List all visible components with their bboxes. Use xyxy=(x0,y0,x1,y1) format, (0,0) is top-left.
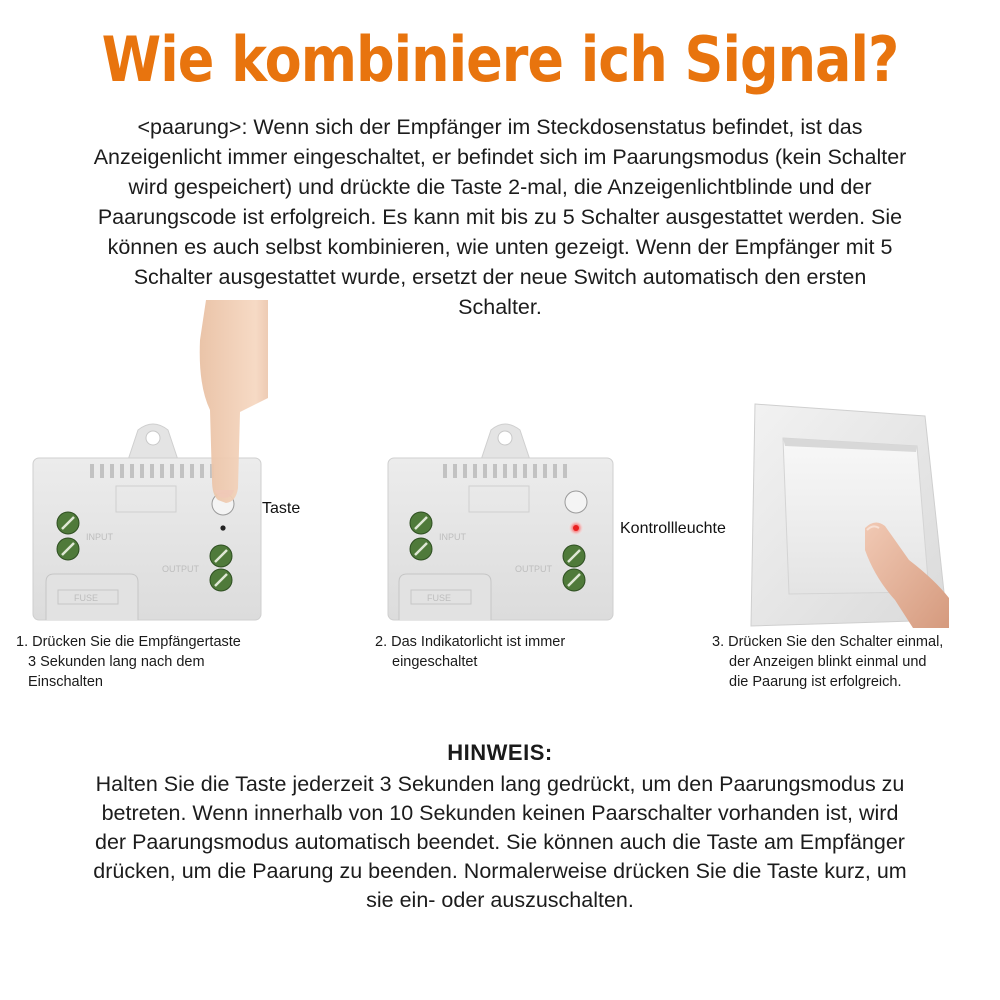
step-1-line: Einschalten xyxy=(28,674,103,690)
fuse-label: FUSE xyxy=(74,593,99,603)
output-label: OUTPUT xyxy=(162,564,199,574)
step-1 xyxy=(16,632,241,692)
step-2-line: 2. Das Indikatorlicht ist immer xyxy=(375,634,566,650)
step-1-line: 1. Drücken Sie die Empfängertaste xyxy=(16,634,241,650)
note-heading: HINWEIS: xyxy=(447,740,553,765)
step-3-line: 3. Drücken Sie den Schalter einmal, xyxy=(712,634,944,650)
indicator-callout: Kontrollleuchte xyxy=(620,520,726,537)
step-3-line: die Paarung ist erfolgreich. xyxy=(729,674,902,690)
receiver-indicator-illustration xyxy=(383,420,618,625)
receiver-press-illustration xyxy=(28,300,268,625)
step-3 xyxy=(712,632,943,692)
page-title: Wie kombiniere ich Signal? xyxy=(101,23,899,96)
button-callout: Taste xyxy=(262,500,301,517)
step-1-line: 3 Sekunden lang nach dem xyxy=(28,654,205,670)
input-label: INPUT xyxy=(86,532,113,542)
step-2-line: eingeschaltet xyxy=(392,654,478,670)
intro-paragraph: <paarung>: Wenn sich der Empfänger im Steckdosenstatus befindet, ist das Anzeigenlicht immer eingeschaltet, er befindet sich im Paarungsmodus (kein Schalter wird gespeichert) und drückte die Taste 2-mal, die Anzeigenlichtblinde und der Paarungscode ist erfolgreich. Es kann mit bis zu 5 Schalter ausgestattet werden. Sie können es auch selbst kombinieren, wie unten gezeigt. Wenn der Empfänger mit 5 Schalter ausgestattet wurde, ersetzt der neue Switch automatisch den ersten Schalter. xyxy=(93,115,907,319)
step-3-line: der Anzeigen blinkt einmal und xyxy=(729,654,927,670)
input-label: INPUT xyxy=(439,532,466,542)
fuse-label: FUSE xyxy=(427,593,452,603)
wall-switch-illustration xyxy=(735,400,975,628)
step-2 xyxy=(375,632,565,672)
output-label: OUTPUT xyxy=(515,564,552,574)
note-paragraph: Halten Sie die Taste jederzeit 3 Sekunden lang gedrückt, um den Paarungsmodus zu betreten. Wenn innerhalb von 10 Sekunden keinen Paarschalter vorhanden ist, wird der Paarungsmodus automatisch beendet. Sie können auch die Taste am Empfänger drücken, um die Paarung zu beenden. Normalerweise drücken Sie die Taste kurz, um sie ein- oder auszuschalten. xyxy=(93,772,907,912)
